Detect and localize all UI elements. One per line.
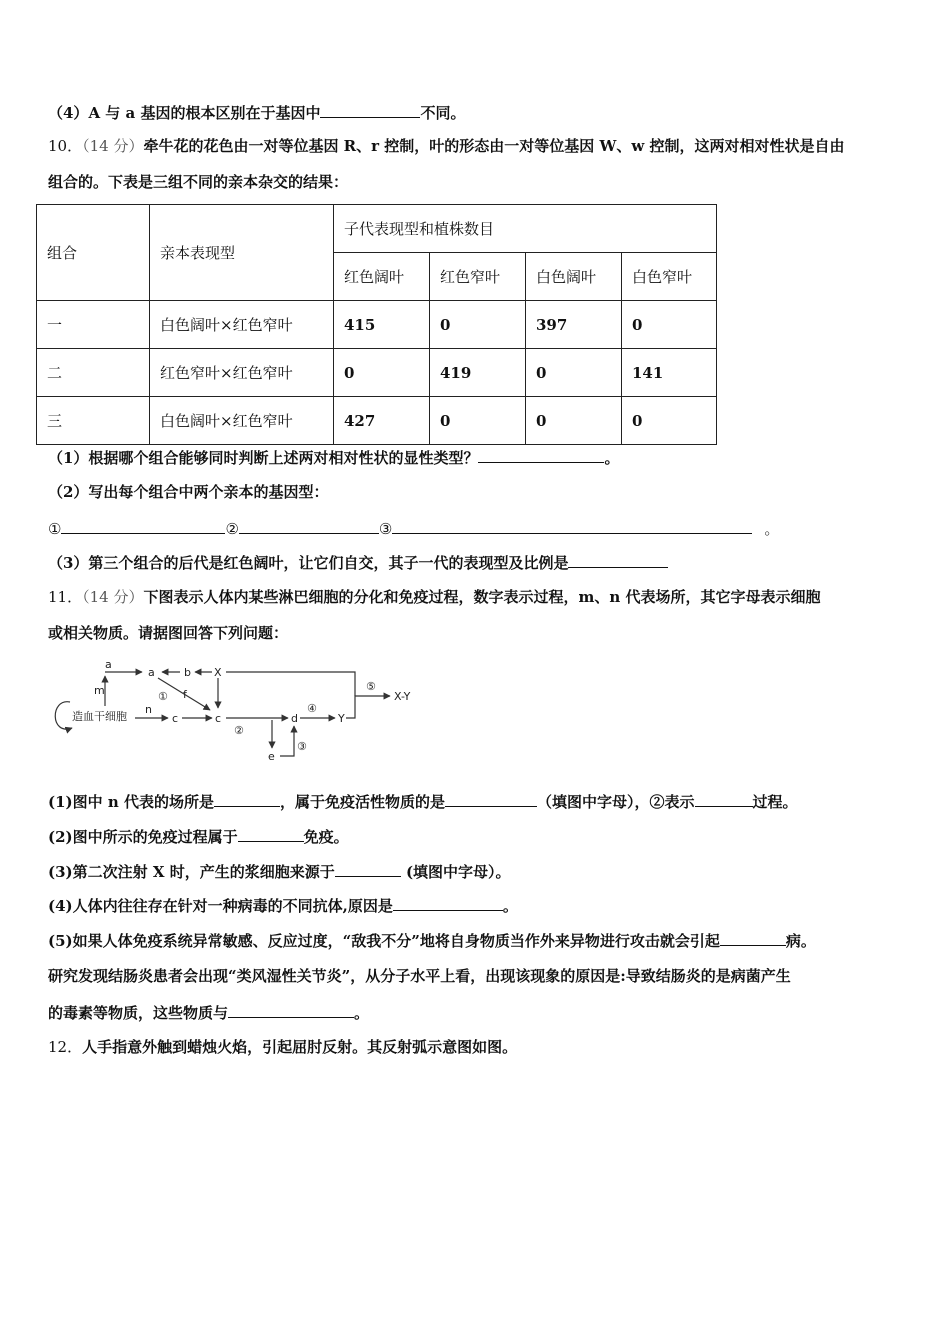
table-cell-value: 397	[526, 301, 622, 349]
table-subheader: 红色阔叶	[334, 253, 430, 301]
table-header-offspring: 子代表现型和植株数目	[334, 205, 717, 253]
answer-blank[interactable]	[478, 447, 604, 463]
table-cell-value: 0	[430, 301, 526, 349]
table-cell-value: 415	[334, 301, 430, 349]
q10-sub2: （2）写出每个组合中两个亲本的基因型：	[48, 483, 329, 501]
label-d: d	[291, 712, 298, 725]
label-y: Y	[338, 712, 345, 725]
step-4: ④	[307, 702, 317, 715]
label-e: e	[268, 750, 275, 763]
q10-stem-line1: 10．（14 分）牵牛花的花色由一对等位基因 R、r 控制，叶的形态由一对等位基因 W、w 控制，这两对相对性状是自由	[48, 137, 845, 155]
q11-stem-line1: 11．（14 分）下图表示人体内某些淋巴细胞的分化和免疫过程，数字表示过程，m、n 代表场所，其它字母表示细胞	[48, 588, 821, 606]
answer-blank[interactable]	[568, 552, 668, 568]
table-cell-value: 0	[526, 397, 622, 445]
q11-s1: (1)图中 n 代表的场所是 ，属于免疫活性物质的是 （填图中字母），②表示 过程。	[48, 793, 798, 811]
table-header-group: 组合	[37, 205, 150, 301]
table-cell-group: 二	[37, 349, 150, 397]
arrow-e-to-d	[280, 726, 294, 756]
answer-blank[interactable]	[335, 861, 401, 877]
line-x-to-xy	[226, 672, 355, 696]
table-cell-value: 0	[430, 397, 526, 445]
step-3: ③	[297, 740, 307, 753]
table-cell-value: 141	[622, 349, 717, 397]
table-row	[37, 397, 717, 445]
label-f: f	[183, 688, 187, 701]
table-subheader: 白色阔叶	[526, 253, 622, 301]
q9-4-line: （4）A 与 a 基因的根本区别在于基因中 不同。	[48, 104, 466, 122]
table-cell-parents: 红色窄叶×红色窄叶	[150, 349, 334, 397]
table-subheader: 红色窄叶	[430, 253, 526, 301]
table-subheader: 白色窄叶	[622, 253, 717, 301]
label-c2: c	[215, 712, 222, 725]
arrow-to-xy	[346, 696, 390, 718]
self-renew-loop-arrow	[55, 702, 72, 729]
label-n: n	[145, 703, 152, 716]
q12-stem: 12．人手指意外触到蜡烛火焰，引起屈肘反射。其反射弧示意图如图。	[48, 1038, 518, 1056]
q11-s5-line3: 的毒素等物质，这些物质与 。	[48, 1004, 370, 1022]
q11-s4: (4)人体内往往存在针对一种病毒的不同抗体,原因是 。	[48, 897, 518, 915]
stem-cell-label: 造血干细胞	[72, 710, 127, 723]
q10-sub1: （1）根据哪个组合能够同时判断上述两对相对性状的显性类型？ 。	[48, 449, 620, 467]
step-5: ⑤	[366, 680, 376, 693]
q11-s3: (3)第二次注射 X 时，产生的浆细胞来源于 (填图中字母）。	[48, 863, 511, 881]
label-a: a	[148, 666, 155, 679]
label-c1: c	[172, 712, 179, 725]
cross-result-table	[36, 204, 717, 445]
answer-blank[interactable]	[61, 518, 225, 534]
answer-blank[interactable]	[393, 895, 503, 911]
table-cell-parents: 白色阔叶×红色窄叶	[150, 397, 334, 445]
table-row	[37, 301, 717, 349]
table-cell-value: 0	[334, 349, 430, 397]
answer-blank[interactable]	[720, 930, 786, 946]
table-cell-value: 419	[430, 349, 526, 397]
table-header-parents: 亲本表现型	[150, 205, 334, 301]
q11-stem-line2: 或相关物质。请据图回答下列问题：	[48, 624, 289, 642]
answer-blank[interactable]	[228, 1002, 354, 1018]
label-xy: X-Y	[394, 690, 411, 703]
table-cell-value: 0	[526, 349, 622, 397]
table-row	[37, 349, 717, 397]
q11-s5: (5)如果人体免疫系统异常敏感、反应过度，“敌我不分”地将自身物质当作外来异物进行攻击就会引起 病。	[48, 932, 816, 950]
answer-blank[interactable]	[445, 791, 537, 807]
answer-blank[interactable]	[239, 518, 379, 534]
label-b: b	[184, 666, 191, 679]
q11-s2: (2)图中所示的免疫过程属于 免疫。	[48, 828, 349, 846]
table-cell-value: 0	[622, 397, 717, 445]
q11-s5-line2: 研究发现结肠炎患者会出现“类风湿性关节炎”，从分子水平上看，出现该现象的原因是:导致结肠炎的是病菌产生	[48, 967, 791, 985]
table-cell-group: 一	[37, 301, 150, 349]
answer-blank[interactable]	[695, 791, 753, 807]
answer-blank[interactable]	[320, 102, 420, 118]
step-2: ②	[234, 724, 244, 737]
label-m: m	[94, 684, 105, 697]
step-1: ①	[158, 690, 168, 703]
table-cell-group: 三	[37, 397, 150, 445]
q10-sub3: （3）第三个组合的后代是红色阔叶，让它们自交，其子一代的表现型及比例是	[48, 552, 668, 573]
label-x: X	[214, 666, 222, 679]
q10-sub2-answers: ① ② ③ 。	[48, 520, 780, 538]
lymphocyte-differentiation-diagram	[50, 658, 430, 768]
answer-blank[interactable]	[214, 791, 280, 807]
table-cell-value: 427	[334, 397, 430, 445]
q10-stem-line2: 组合的。下表是三组不同的亲本杂交的结果：	[48, 173, 349, 191]
answer-blank[interactable]	[238, 826, 304, 842]
answer-blank[interactable]	[392, 518, 752, 534]
label-a-top: a	[105, 658, 112, 671]
table-cell-parents: 白色阔叶×红色窄叶	[150, 301, 334, 349]
table-cell-value: 0	[622, 301, 717, 349]
